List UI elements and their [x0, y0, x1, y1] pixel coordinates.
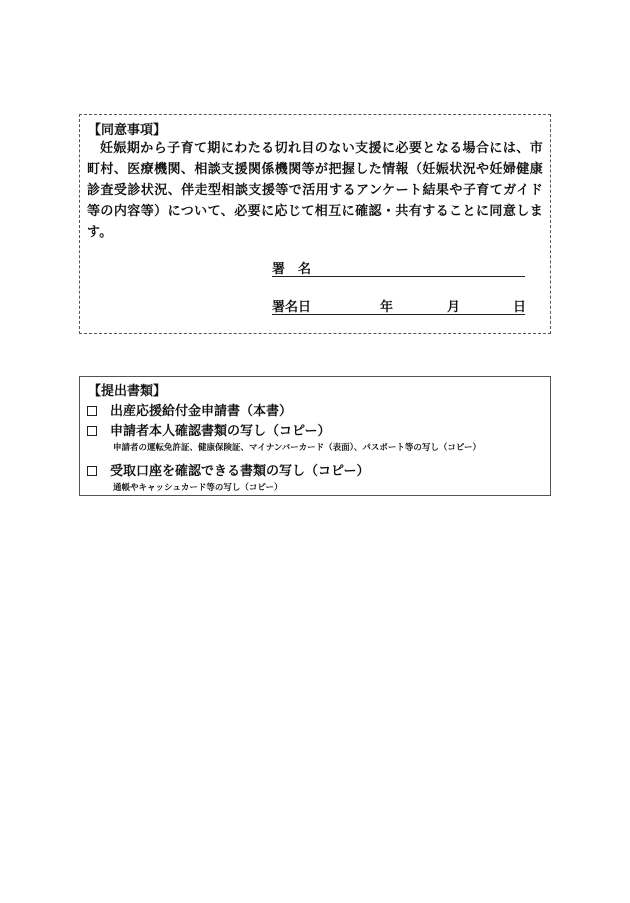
signature-label: 署 名 — [272, 262, 312, 277]
document-note-bank-account-proof: 通帳やキャッシュカード等の写し（コピー） — [113, 483, 283, 493]
document-label: 受取口座を確認できる書類の写し（コピー） — [110, 464, 370, 479]
document-label: 申請者本人確認書類の写し（コピー） — [110, 424, 331, 439]
signature-date-label: 署名日 — [272, 300, 312, 315]
checkbox[interactable] — [87, 426, 97, 436]
document-item-bank-account-proof — [87, 460, 369, 479]
signature-field[interactable] — [272, 258, 525, 277]
document-item-identity-proof — [87, 420, 330, 439]
document-note-identity-proof: 申請者の運転免許証、健康保険証、マイナンバーカード（表面）、パスポート等の写し（コピー） — [113, 443, 482, 453]
consent-section — [79, 114, 551, 334]
signature-date-field[interactable] — [272, 296, 525, 315]
checkbox[interactable] — [87, 466, 97, 476]
document-label: 出産応援給付金申請書（本書） — [110, 404, 293, 419]
documents-title: 【提出書類】 — [88, 384, 167, 399]
day-label: 日 — [513, 300, 527, 315]
document-item-application-form — [87, 400, 292, 419]
consent-body-text: 妊娠期から子育て期にわたる切れ目のない支援に必要となる場合には、市町村、医療機関、相談支援関係機関等が把握した情報（妊娠状況や妊婦健康診査受診状況、伴走型相談支援等で活用するアンケート結果や子育てガイド等の内容等）について、必要に応じて相互に確認・共有することに同意します。 — [87, 141, 543, 240]
consent-title: 【同意事項】 — [88, 123, 167, 138]
year-label: 年 — [380, 300, 394, 315]
month-label: 月 — [447, 300, 461, 315]
checkbox[interactable] — [87, 406, 97, 416]
required-documents-section — [79, 376, 551, 496]
